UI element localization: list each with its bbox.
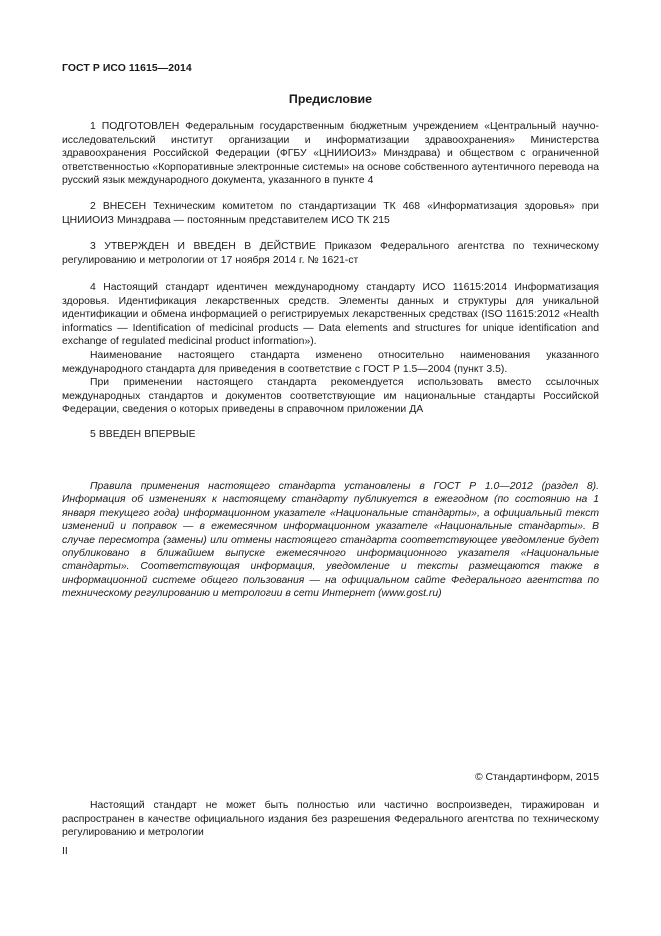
paragraph-5-block (62, 428, 599, 442)
paragraph-approved: 3 УТВЕРЖДЕН И ВВЕДЕН В ДЕЙСТВИЕ Приказом Федерального агентства по техническому регулированию и метрологии от 17 ноября 2014 г. № 1621-ст (62, 241, 599, 266)
paragraph-submitted-by: 2 ВНЕСЕН Техническим комитетом по стандартизации ТК 468 «Информатизация здоровья» при ЦНИИОИЗ Минздрава — постоянным представителем ИСО ТК 215 (62, 201, 599, 226)
page-title: Предисловие (288, 92, 373, 106)
copyright-line: © Стандартинформ, 2015 (474, 772, 599, 783)
paragraph-name-changed: Наименование настоящего стандарта изменено относительно наименования указанного международного стандарта для приведения в соответствие с ГОСТ Р 1.5—2004 (пункт 3.5). (62, 349, 599, 375)
paragraph-4-block (62, 281, 599, 417)
standard-code-header: ГОСТ Р ИСО 11615—2014 (62, 63, 192, 74)
application-rules-notice: Правила применения настоящего стандарта установлены в ГОСТ Р 1.0—2012 (раздел 8). Информация об изменениях к настоящему стандарту публикуется в ежегодном (по состоянию на 1 января текущего года) информационном указателе «Национальные стандарты», а официальный текст изменений и поправок — в ежемесячном информационном указателе «Национальные стандарты». В случае пересмотра (замены) или отмены настоящего стандарта соответствующее уведомление будет опубликовано в ближайшем выпуске ежемесячного информационного указателя «Национальные стандарты». Соответствующая информация, уведомление и тексты размещаются также в информационной системе общего пользования — на официальном сайте Федерального агентства по техническому регулированию и метрологии в сети Интернет (www.gost.ru) (62, 481, 599, 600)
page-number: II (62, 846, 68, 857)
paragraph-application-note: При применении настоящего стандарта рекомендуется использовать вместо ссылочных международных стандартов и документов соответствующие им национальные стандарты Российской Федерации, сведения о которых приведены в справочном приложении ДА (62, 377, 599, 416)
paragraph-2-block (62, 200, 599, 227)
paragraph-prepared-by: 1 ПОДГОТОВЛЕН Федеральным государственным бюджетным учреждением «Центральный научно-исследовательский институт организации и информатизации здравоохранения» Министерства здравоохранения Российской Федерации (ФГБУ «ЦНИИОИЗ» Минздрава) и обществом с ограниченной ответственностью «Корпоративные электронные системы» на основе собственного аутентичного перевода на русский язык международного документа, указанного в пункте 4 (62, 121, 599, 187)
paragraph-3-block (62, 240, 599, 267)
paragraph-identical-standard: 4 Настоящий стандарт идентичен международному стандарту ИСО 11615:2014 Информатизация здоровья. Идентификация лекарственных средств. Элементы данных и структуры для уникальной идентификации и обмена информацией о регистрируемых лекарственных средствах (ISO 11615:2012 «Health informatics — Identification of medicinal products — Data elements and structures for unique identification and exchange of regulated medicinal product information»). (62, 282, 599, 348)
reproduction-notice: Настоящий стандарт не может быть полностью или частично воспроизведен, тиражирован и распространен в качестве официального издания без разрешения Федерального агентства по техническому регулированию и метрологии (62, 800, 599, 839)
paragraph-introduced-first: 5 ВВЕДЕН ВПЕРВЫЕ (90, 429, 196, 440)
paragraph-1-block (62, 120, 599, 188)
